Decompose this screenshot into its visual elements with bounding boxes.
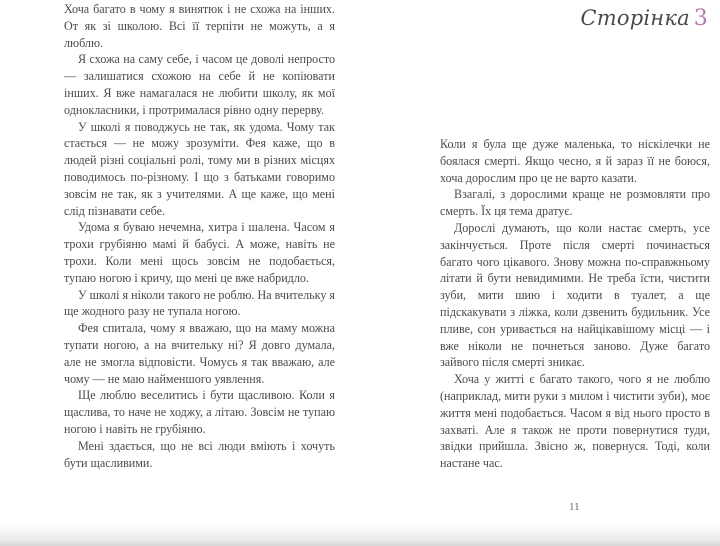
paragraph: Ще люблю веселитись і бути щасливою. Коли я щаслива, то наче не ходжу, а літаю. Зовсім не тупаю ногою і навіть не грубіяню. (64, 388, 335, 436)
paragraph: У школі я поводжусь не так, як удома. Чому так стається — не можу зрозуміти. Фея каже, що в людей різні соціальні ролі, тому ми в різних місцях поводимось по-різному. І що з батьками говоримо зовсім не так, як з учителями. А ще каже, що мені слід пізнавати себе. (64, 119, 335, 218)
paragraph: Я схожа на саму себе, і часом це доволі непросто — залишатися схожою на себе й не копіювати інших. Я вже намагалася не любити школу, як мої однокласники, і протрималася рівно одну перерву. (64, 52, 335, 117)
paragraph: Коли я була ще дуже маленька, то ніскілечки не боялася смерті. Якщо чесно, я й зараз її не боюся, хоча дорослим про це не варто казати. (440, 137, 710, 185)
paragraph: Хоча багато в чому я винятюк і не схожа на інших. От як зі школою. Всі її терпіти не можуть, а я люблю. (64, 2, 335, 50)
paragraph: Взагалі, з дорослими краще не розмовляти про смерть. Їх ця тема дратує. (440, 187, 710, 219)
right-page-text (440, 136, 710, 472)
page-number: 11 (569, 501, 580, 513)
paragraph: Фея спитала, чому я вважаю, що на маму можна тупати ногою, а на вчительку ні? Я довго думала, але не змогла відповісти. Чомусь я так вважаю, але чому — не маю найменшого уявлення. (64, 321, 335, 386)
page-edge-shadow (0, 524, 720, 546)
paragraph: Дорослі думають, що коли настає смерть, усе закінчується. Проте після смерті починається багато чого цікавого. Знову можна по-справжньому літати й бути невидимими. Не треба їсти, чистити зуби, мити шию і ходити в туалет, а ще підскакувати з ліжка, коли дзвенить будильник. Усе пливе, сон уривається на найцікавішому місці — і вже ніколи не почнеться заново. Дуже багато зайвого після смерті зникає. (440, 220, 710, 370)
left-page-text (64, 1, 335, 471)
chapter-word: Сторінка (580, 6, 690, 30)
paragraph: У школі я ніколи такого не роблю. На вчительку я ще жодного разу не тупала ногою. (64, 287, 335, 319)
chapter-number: 3 (693, 6, 708, 31)
paragraph: Удома я буваю нечемна, хитра і шалена. Часом я трохи грубіяню мамі й бабусі. А може, навіть не трохи. Коли мені щось зовсім не подобається, тупаю ногою і кричу, що мені це вже набридло. (64, 220, 335, 285)
chapter-title (581, 6, 708, 31)
paragraph: Мені здається, що не всі люди вміють і хочуть бути щасливими. (64, 438, 335, 470)
paragraph: Хоча у житті є багато такого, чого я не люблю (наприклад, мити руки з милом і чистити зуби), моє життя мені подобається. Часом я від нього просто в захваті. Але я також не проти повернутися туди, звідки прийшла. Звісно ж, повернуся. Тоді, коли настане час. (440, 372, 710, 471)
